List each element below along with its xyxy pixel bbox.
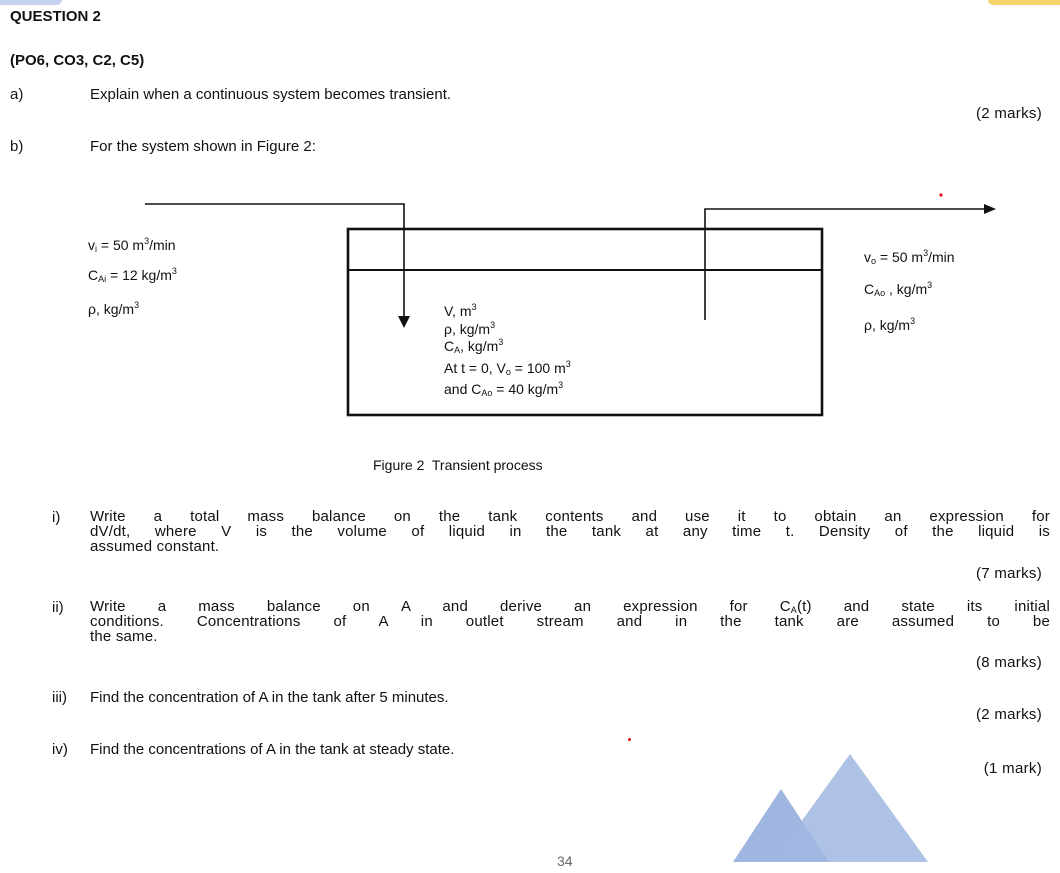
decorative-triangle-large [772,754,928,862]
tank-density-label: ρ, $kg/m^3$ [444,319,496,337]
tank-contents-labels [444,301,571,401]
question-iv-text: Find the concentrations of A in the tank at steady state. [90,741,455,758]
part-a-label: a) [10,86,24,103]
question-ii-marks: (8 marks) [975,654,1042,671]
question-title: QUESTION 2 [10,8,101,25]
question-iii-label: iii) [52,689,67,706]
question-i-marks: (7 marks) [975,565,1042,582]
question-outcomes: (PO6, CO3, C2, C5) [10,52,145,69]
inlet-flow-label: $v_i = 50$ $m^3/\min$ [88,236,176,254]
tank-volume-label: V, $m^3$ [444,302,477,319]
figure-caption: Figure 2 Transient process [373,457,543,473]
tank-initial-volume-label: At t = 0, $V_o = 100$ $m^3$ [444,358,571,377]
question-i-text: Write a total mass balance on the tank contents and use it to obtain an expression for dV/dt, where V is the volume of liquid in the tank at any time t. Density of the liquid is assumed constant. [90,508,1050,555]
question-i-label: i) [52,509,61,526]
question-ii-text: Write a mass balance on A and derive an expression for $C_A(t)$ and state its initial conditions. Concentrations of A in outlet stream and in the tank are assumed to be the same. [90,598,1050,645]
corner-decoration-right [988,0,1060,5]
question-iii-marks: (2 marks) [975,706,1042,723]
outlet-concentration-label: $C_{Ao}$ , $kg/m^3$ [864,280,933,298]
part-a-marks: (2 marks) [975,105,1042,122]
inlet-concentration-label: $C_{Ai} = 12$ $kg/m^3$ [88,266,177,284]
tank-outline [348,229,822,415]
question-iv-marks: (1 mark) [983,760,1042,777]
tank-initial-concentration-label: and $C_{Ao} = 40$ $kg/m^3$ [444,380,564,398]
question-iv-label: iv) [52,741,68,758]
outlet-flow-label: $v_o = 50$ $m^3/\min$ [864,248,955,266]
inlet-density-label: ρ, $kg/m^3$ [88,300,140,317]
outlet-density-label: ρ, $kg/m^3$ [864,316,916,333]
page-number: 34 [557,853,573,869]
inlet-pipe [145,204,404,318]
outlet-arrowhead [984,204,996,214]
inlet-arrowhead [398,316,410,328]
red-dot-mark [628,738,631,741]
question-ii-label: ii) [52,599,64,616]
red-dot-mark [939,193,942,196]
part-a-text: Explain when a continuous system becomes transient. [90,86,452,103]
tank-concentration-label: $C_A$, $kg/m^3$ [444,337,504,355]
part-b-text: For the system shown in Figure 2: [90,138,316,155]
question-iii-text: Find the concentration of A in the tank after 5 minutes. [90,689,449,706]
part-b-label: b) [10,138,24,155]
corner-decoration-left [0,0,62,5]
